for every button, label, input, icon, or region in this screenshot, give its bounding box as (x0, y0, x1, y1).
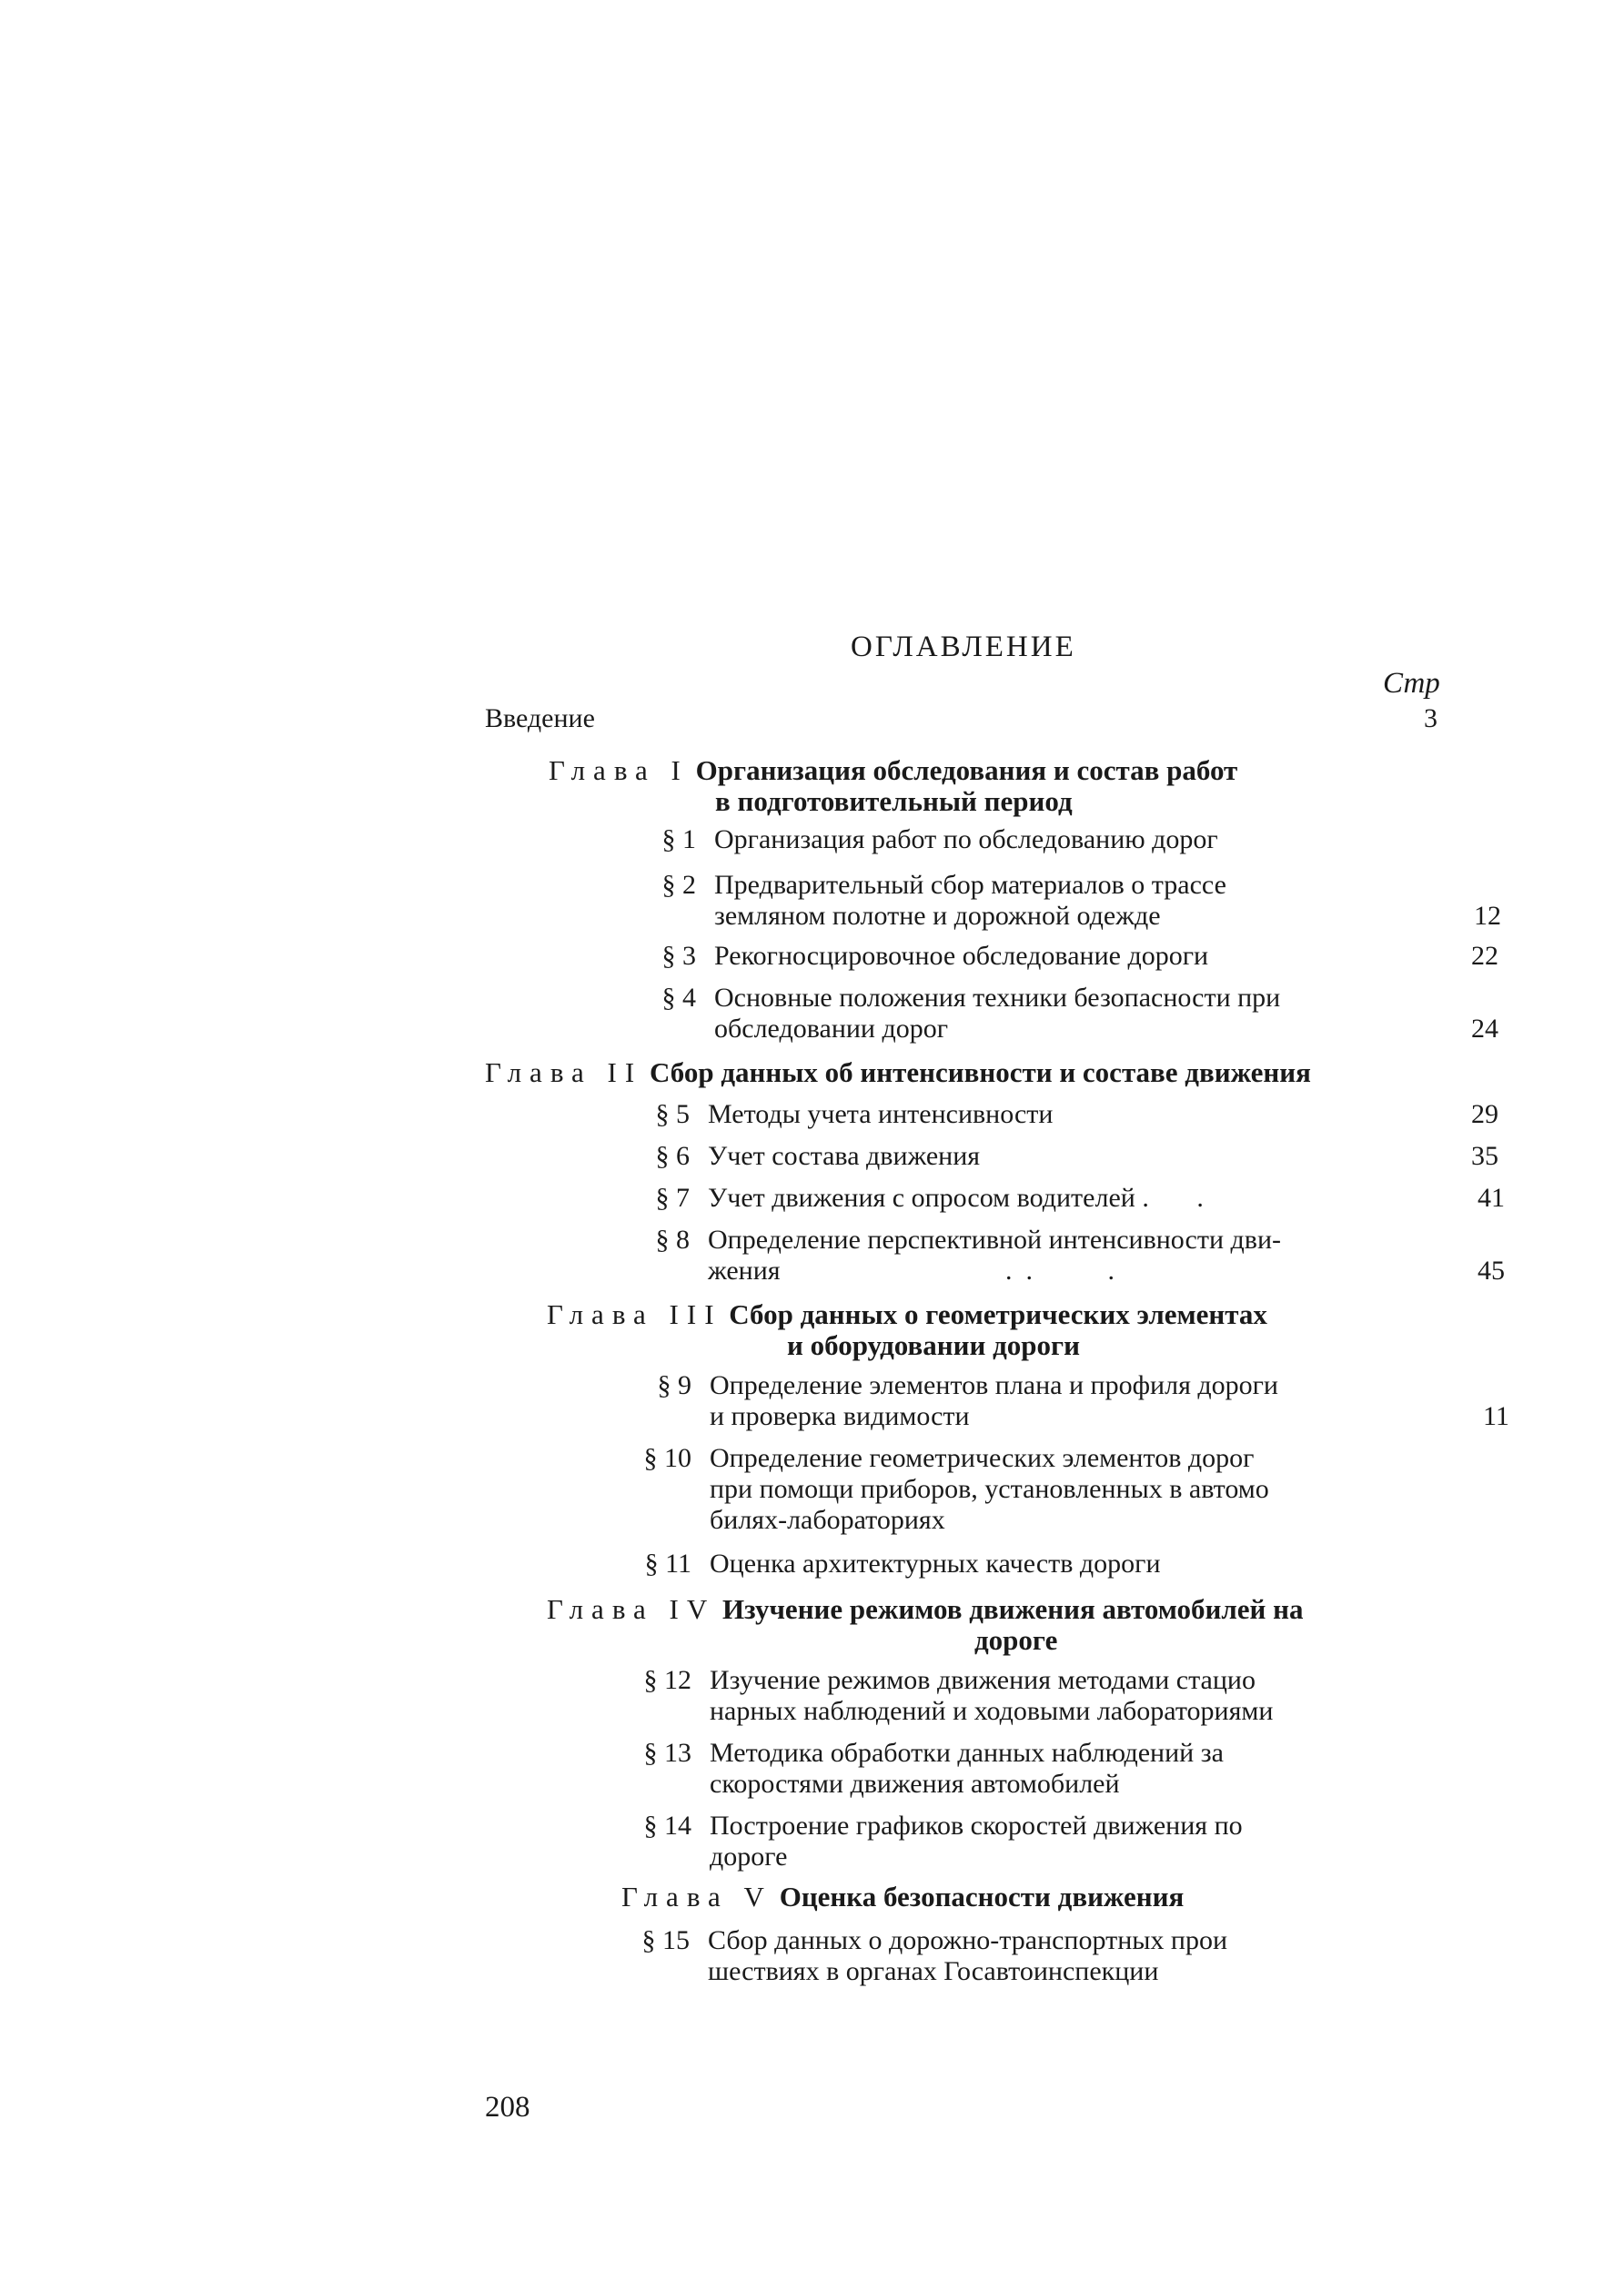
section-number: § 4 (661, 983, 696, 1013)
section-5-page-number: 29 (1471, 1099, 1498, 1129)
section-5 (655, 1099, 1054, 1130)
section-title-continued: земляном полотне и дорожной одежде (714, 901, 1161, 931)
section-number: § 8 (655, 1225, 690, 1255)
section-7-page-number: 41 (1478, 1183, 1505, 1213)
section-number: § 10 (643, 1443, 691, 1473)
chapter-title-continued: и оборудовании дороги (787, 1329, 1080, 1361)
section-11 (644, 1549, 1161, 1580)
section-10 (643, 1443, 1269, 1536)
section-title: Оценка архитектурных качеств дороги (710, 1549, 1161, 1579)
chapter-title: Организация обследования и состав работ (695, 754, 1238, 786)
chapter-title-continued: дороге (974, 1624, 1058, 1656)
section-title-continued: обследовании дорог (714, 1014, 949, 1044)
section-3-page-number: 22 (1471, 941, 1498, 971)
section-title: Основные положения техники безопасности при (714, 983, 1281, 1013)
section-4 (661, 983, 1281, 1045)
section-title: Определение геометрических элементов дорог (710, 1443, 1255, 1473)
chapter-1-heading (549, 754, 1238, 817)
section-title: Организация работ по обследованию дорог (714, 824, 1218, 854)
chapter-label: Глава II (485, 1056, 643, 1088)
section-1 (661, 824, 1218, 855)
section-title: Методика обработки данных наблюдений за (710, 1738, 1224, 1768)
section-title-continued: билях-лабораториях (710, 1505, 945, 1535)
section-number: § 12 (643, 1665, 691, 1695)
chapter-4-heading (547, 1593, 1304, 1656)
section-title-continued: дороге (710, 1842, 788, 1872)
section-number: § 3 (661, 941, 696, 971)
section-title-continued: жения . . . (708, 1256, 1115, 1286)
section-title: Методы учета интенсивности (708, 1099, 1054, 1129)
section-title: Рекогносцировочное обследование дороги (714, 941, 1209, 971)
chapter-label: Глава III (547, 1298, 722, 1330)
page-column-label: Стр (1383, 667, 1440, 700)
section-title-continued: скоростями движения автомобилей (710, 1769, 1120, 1799)
chapter-title: Оценка безопасности движения (779, 1881, 1185, 1913)
chapter-5-heading (621, 1882, 1184, 1913)
section-title: Учет движения с опросом водителей . . (708, 1183, 1204, 1213)
chapter-title: Изучение режимов движения автомобилей на (722, 1593, 1304, 1625)
intro-page-number: 3 (1424, 703, 1437, 733)
section-6 (655, 1141, 981, 1172)
section-4-page-number: 24 (1471, 1014, 1498, 1044)
section-9-page-number: 11 (1483, 1401, 1509, 1431)
section-13 (643, 1738, 1224, 1800)
section-title: Изучение режимов движения методами стацио (710, 1665, 1256, 1695)
toc-title: ОГЛАВЛЕНИЕ (851, 631, 1076, 663)
section-6-page-number: 35 (1471, 1141, 1498, 1171)
section-3 (661, 941, 1209, 972)
section-9 (657, 1370, 1278, 1432)
chapter-title: Сбор данных об интенсивности и составе движения (649, 1056, 1311, 1088)
page-number: 208 (485, 2091, 530, 2124)
section-2 (661, 870, 1226, 932)
section-14 (643, 1811, 1243, 1872)
chapter-title: Сбор данных о геометрических элементах (729, 1298, 1267, 1330)
section-2-page-number: 12 (1474, 901, 1501, 931)
chapter-title-continued: в подготовительный период (715, 785, 1073, 817)
section-title-continued: при помощи приборов, установленных в автомо (710, 1474, 1269, 1504)
section-number: § 9 (657, 1370, 691, 1400)
section-15 (641, 1925, 1228, 1987)
section-title: Построение графиков скоростей движения по (710, 1811, 1243, 1841)
intro-entry: Введение (485, 703, 595, 733)
section-8 (655, 1225, 1281, 1287)
section-title: Определение элементов плана и профиля дороги (710, 1370, 1278, 1400)
section-number: § 13 (643, 1738, 691, 1768)
section-number: § 15 (641, 1925, 690, 1955)
chapter-label: Глава I (549, 754, 689, 786)
chapter-label: Глава V (621, 1881, 772, 1913)
chapter-3-heading (547, 1298, 1267, 1361)
section-title: Учет состава движения (708, 1141, 981, 1171)
section-number: § 2 (661, 870, 696, 900)
section-number: § 5 (655, 1099, 690, 1129)
section-title-continued: шествиях в органах Госавтоинспекции (708, 1956, 1159, 1986)
section-number: § 1 (661, 824, 696, 854)
section-number: § 11 (644, 1549, 691, 1579)
section-8-page-number: 45 (1478, 1256, 1505, 1286)
section-number: § 14 (643, 1811, 691, 1841)
chapter-label: Глава IV (547, 1593, 716, 1625)
section-title: Определение перспективной интенсивности дви- (708, 1225, 1281, 1255)
section-title-continued: и проверка видимости (710, 1401, 970, 1431)
section-12 (643, 1665, 1274, 1727)
section-number: § 6 (655, 1141, 690, 1171)
section-title: Сбор данных о дорожно-транспортных прои (708, 1925, 1228, 1955)
section-7 (655, 1183, 1204, 1214)
section-title-continued: нарных наблюдений и ходовыми лабораториями (710, 1696, 1274, 1726)
section-title: Предварительный сбор материалов о трассе (714, 870, 1226, 900)
chapter-2-heading (485, 1057, 1311, 1088)
section-number: § 7 (655, 1183, 690, 1213)
